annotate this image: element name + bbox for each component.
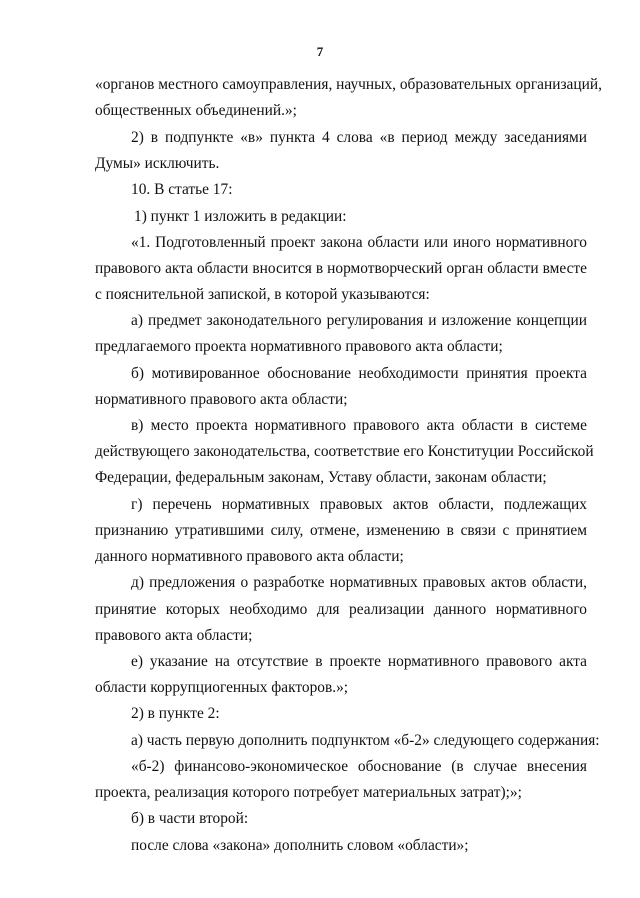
text-line: «б-2) финансово-экономическое обоснование (в случае внесения	[131, 758, 587, 775]
text-line: а) часть первую дополнить подпунктом «б-2» следующего содержания:	[131, 732, 600, 749]
text-line: принятие которых необходимо для реализации данного нормативного	[95, 601, 587, 618]
text-line: с пояснительной запиской, в которой указываются:	[95, 286, 430, 303]
text-line: 2) в пункте 2:	[131, 705, 220, 722]
text-line: проекта, реализация которого потребует материальных затрат);»;	[95, 784, 522, 801]
text-line: области коррупциогенных факторов.»;	[95, 679, 349, 696]
page-number: 7	[316, 44, 324, 59]
text-line: предлагаемого проекта нормативного правового акта области;	[95, 338, 503, 355]
text-line: признанию утратившими силу, отмене, изменению в связи с принятием	[95, 522, 587, 539]
text-line: общественных объединений.»;	[95, 102, 297, 119]
text-line: в) место проекта нормативного правового акта области в системе	[131, 417, 587, 434]
text-line: а) предмет законодательного регулирования и изложение концепции	[131, 312, 587, 329]
text-line: данного нормативного правового акта области;	[95, 548, 404, 565]
text-line: б) мотивированное обоснование необходимости принятия проекта	[131, 365, 587, 382]
text-line: действующего законодательства, соответствие его Конституции Российской	[95, 443, 594, 460]
text-line: Думы» исключить.	[95, 155, 220, 172]
text-line: б) в части второй:	[131, 810, 249, 827]
text-line: г) перечень нормативных правовых актов области, подлежащих	[131, 496, 587, 513]
text-line: «1. Подготовленный проект закона области или иного нормативного	[131, 234, 587, 251]
text-line: д) предложения о разработке нормативных правовых актов области,	[131, 574, 587, 591]
text-line: 1) пункт 1 изложить в редакции:	[134, 208, 347, 225]
text-line: правового акта области;	[95, 627, 253, 644]
text-line: правового акта области вносится в нормотворческий орган области вместе	[95, 260, 587, 277]
text-line: 10. В статье 17:	[131, 181, 233, 198]
text-line: Федерации, федеральным законам, Уставу области, законам области;	[95, 469, 547, 486]
text-line: е) указание на отсутствие в проекте нормативного правового акта	[131, 653, 587, 670]
text-line: после слова «закона» дополнить словом «области»;	[131, 837, 469, 854]
text-line: нормативного правового акта области;	[95, 391, 348, 408]
text-line: 2) в подпункте «в» пункта 4 слова «в период между заседаниями	[131, 129, 587, 146]
text-line: «органов местного самоуправления, научных, образовательных организаций,	[95, 76, 602, 93]
